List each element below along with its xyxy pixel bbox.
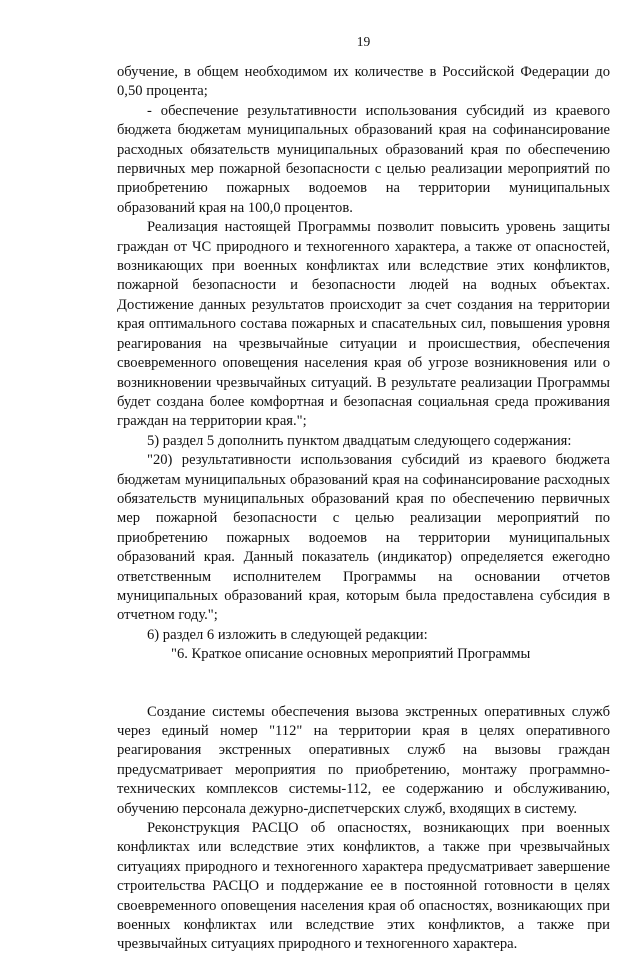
paragraph-4: 5) раздел 5 дополнить пунктом двадцатым следующего содержания:: [147, 432, 572, 449]
paragraph-6: 6) раздел 6 изложить в следующей редакции:: [147, 626, 428, 643]
page-number: 19: [356, 34, 371, 49]
document-body: [117, 63, 610, 955]
spacer: [117, 684, 610, 703]
paragraph-8: Реконструкция РАСЦО об опасностях, возникающих при военных конфликтах или вследствие этих конфликтов, а также при чрезвычайных ситуациях природного и техногенного характера предусматривает завершение строительства РАСЦО и поддержание ее в постоянной готовности в целях своевременного оповещения населения края об опасностях, возникающих при военных конфликтах или вследствие этих конфликтов, а также при чрезвычайных ситуациях природного и техногенного характера.: [117, 820, 610, 953]
paragraph-1: обучение, в общем необходимом их количестве в Российской Федерации до 0,50 процента;: [117, 64, 610, 100]
paragraph-3: Реализация настоящей Программы позволит повысить уровень защиты граждан от ЧС природного и техногенного характера, а также от опасностей, возникающих при военных конфликтах или вследствие этих конфликтов, пожарной безопасности и безопасности людей на водных объектах. Достижение данных результатов происходит за счет создания на территории края оптимального состава пожарных и спасательных сил, повышения уровня реагирования на чрезвычайные ситуации и происшествия, обеспечения своевременного оповещения населения края об угрозе возникновения или о возникновении чрезвычайных ситуаций. В результате реализации Программы будет создана более комфортная и безопасная социальная среда проживания граждан на территории края.";: [117, 219, 610, 430]
paragraph-5: "20) результативности использования субсидий из краевого бюджета бюджетам муниципальных образований края на софинансирование расходных обязательств муниципальных образований края по обеспечению первичных мер пожарной безопасности с целью реализации мероприятий по приобретению пожарных водоемов на территории муниципальных образований края. Данный показатель (индикатор) определяется ежегодно ответственным исполнителем Программы на основании отчетов муниципальных образований края, которым была предоставлена субсидия в отчетном году.";: [117, 452, 610, 624]
section-heading: "6. Краткое описание основных мероприятий Программы: [171, 646, 531, 663]
spacer: [117, 665, 610, 684]
paragraph-2: - обеспечение результативности использования субсидий из краевого бюджета бюджетам муниципальных образований края на софинансирование расходных обязательств муниципальных образований края по обеспечению первичных мер пожарной безопасности с целью реализации мероприятий по приобретению пожарных водоемов на территории муниципальных образований края на 100,0 процентов.: [117, 102, 610, 216]
paragraph-7: Создание системы обеспечения вызова экстренных оперативных служб через единый номер "112" на территории края в целях оперативного реагирования экстренных оперативных служб на вызовы граждан предусматривает мероприятия по приобретению, монтажу программно-технических комплексов системы-112, ее содержанию и обслуживанию, обучению персонала дежурно-диспетчерских служб, входящих в систему.: [117, 703, 610, 817]
